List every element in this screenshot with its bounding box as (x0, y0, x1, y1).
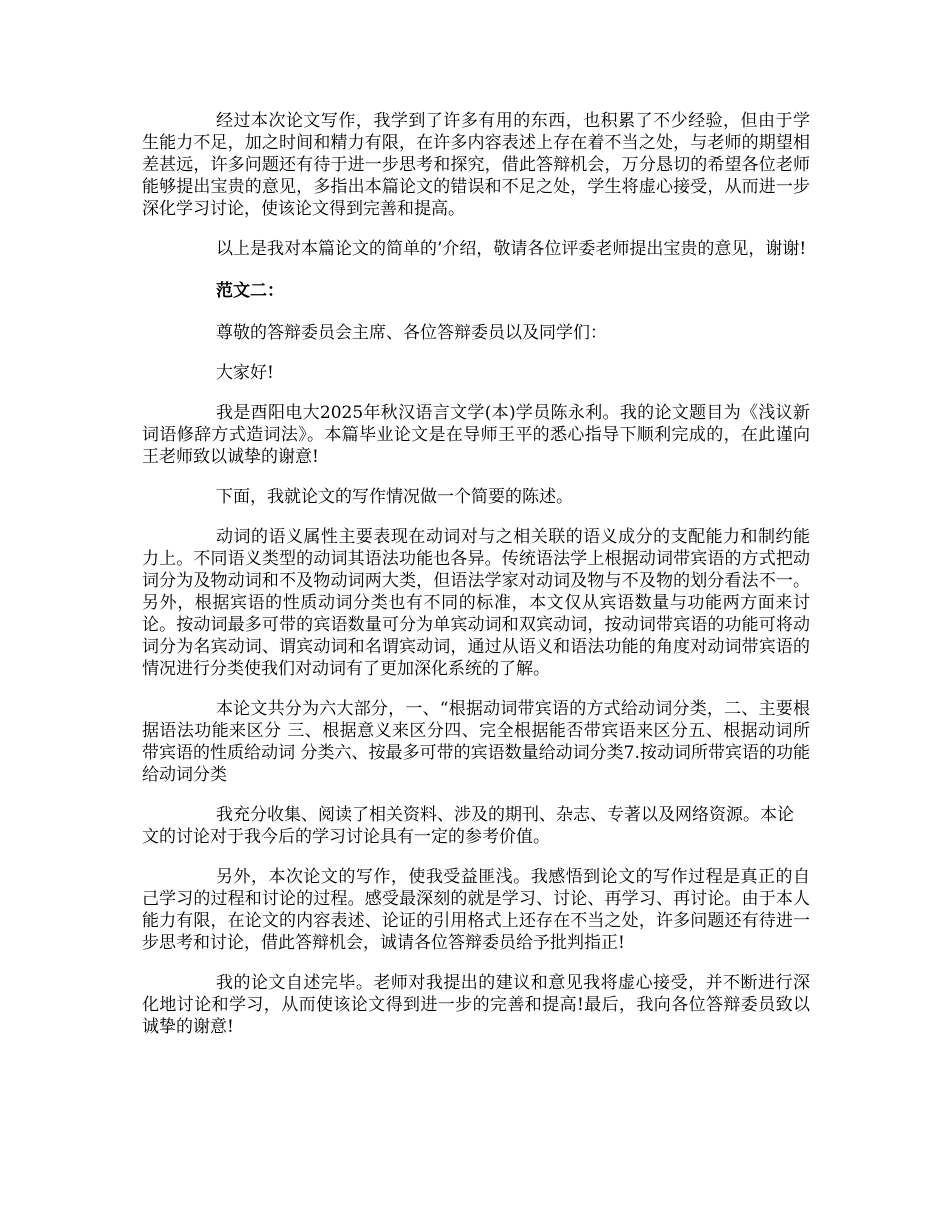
paragraph-verb-semantics: 动词的语义属性主要表现在动词对与之相关联的语义成分的支配能力和制约能力上。不同语义类型的动词其语法功能也各异。传统语法学上根据动词带宾语的方式把动词分为及物动词和不及物动词两大类，但语法学家对动词及物与不及物的划分看法不一。另外，根据宾语的性质动词分类也有不同的标准，本文仅从宾语数量与功能两方面来讨论。按动词最多可带的宾语数量可分为单宾动词和双宾动词，按动词带宾语的功能可将动词分为名宾动词、谓宾动词和名谓宾动词，通过从语义和语法功能的角度对动词带宾语的情况进行分类使我们对动词有了更加深化系统的了解。 (142, 527, 810, 679)
paragraph-structure: 本论文共分为六大部分，一、“根据动词带宾语的方式给动词分类，二、主要根据语法功能来区分 三、根据意义来区分四、完全根据能否带宾语来区分五、根据动词所带宾语的性质给动词 分类六、按最多可带的宾语数量给动词分类7.按动词所带宾语的功能给动词分类 (142, 699, 810, 785)
paragraph-closing: 以上是我对本篇论文的简单的’介绍，敬请各位评委老师提出宝贵的意见，谢谢! (216, 239, 807, 259)
paragraph-conclusion: 经过本次论文写作，我学到了许多有用的东西，也积累了不少经验，但由于学生能力不足，加之时间和精力有限，在许多内容表述上存在着不当之处，与老师的期望相差甚远，许多问题还有待于进一步思考和探究，借此答辩机会，万分恳切的希望各位老师能够提出宝贵的意见，多指出本篇论文的错误和不足之处，学生将虚心接受，从而进一步深化学习讨论，使该论文得到完善和提高。 (142, 111, 810, 219)
document-body (142, 110, 810, 1056)
paragraph-greeting: 大家好! (216, 363, 274, 383)
paragraph-introduction: 我是酉阳电大2025年秋汉语言文学(本)学员陈永利。我的论文题目为《浅议新词语修辞方式造词法》。本篇毕业论文是在导师王平的悉心指导下顺利完成的，在此谨向王老师致以诚挚的谢意! (142, 403, 810, 467)
paragraph-transition: 下面，我就论文的写作情况做一个简要的陈述。 (216, 487, 573, 507)
paragraph-ending: 我的论文自述完毕。老师对我提出的建议和意见我将虚心接受，并不断进行深化地讨论和学习，从而使该论文得到进一步的完善和提高!最后，我向各位答辩委员致以诚挚的谢意! (142, 973, 810, 1037)
paragraph-research: 我充分收集、阅读了相关资料、涉及的期刊、杂志、专著以及网络资源。本论文的讨论对于我今后的学习讨论具有一定的参考价值。 (142, 805, 794, 847)
paragraph-reflection: 另外，本次论文的写作，使我受益匪浅。我感悟到论文的写作过程是真正的自己学习的过程和讨论的过程。感受最深刻的就是学习、讨论、再学习、再讨论。由于本人能力有限，在论文的内容表述、论证的引用格式上还存在不当之处，许多问题还有待进一步思考和讨论，借此答辩机会，诚请各位答辩委员给予批判指正! (142, 867, 810, 953)
paragraph-salutation: 尊敬的答辩委员会主席、各位答辩委员以及同学们： (216, 323, 607, 343)
section-heading: 范文二： (216, 281, 284, 301)
